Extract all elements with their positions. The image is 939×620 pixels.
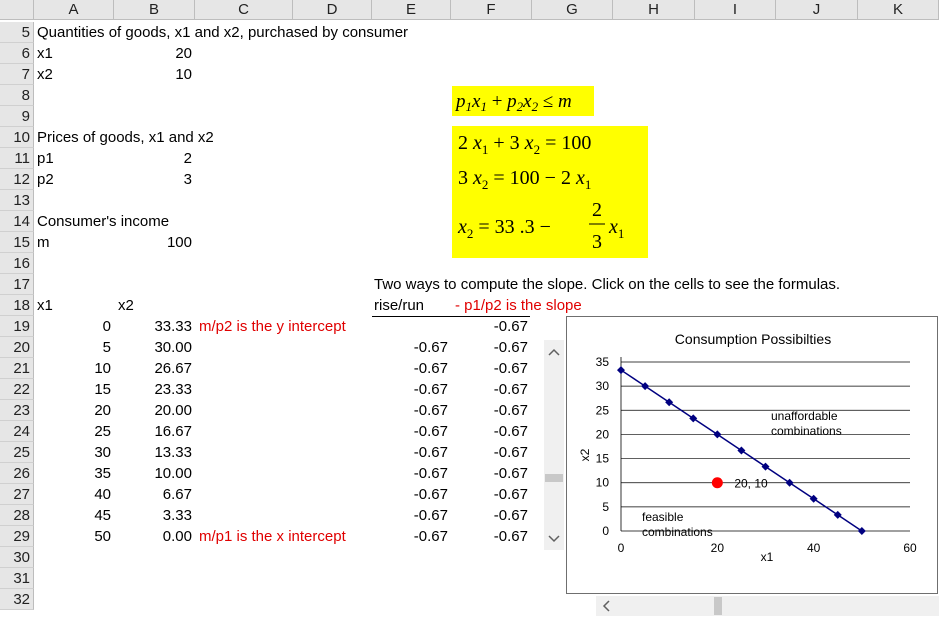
column-header-c[interactable]: C bbox=[195, 0, 293, 20]
data-marker-5 bbox=[641, 382, 649, 390]
cell-rise-run-20[interactable]: -0.67 bbox=[413, 339, 448, 356]
cell-a11[interactable]: p1 bbox=[37, 150, 54, 167]
svg-text:3 x2 = 100 − 2 x1: 3 $x_2 = 100 - 2$ $x_1$ bbox=[458, 167, 592, 192]
cell-e17[interactable]: Two ways to compute the slope. Click on the cells to see the formulas. bbox=[374, 276, 841, 293]
row-header-8[interactable]: 8 bbox=[0, 85, 34, 106]
row-header-22[interactable]: 22 bbox=[0, 379, 34, 400]
chart-y-ticks bbox=[596, 355, 610, 538]
cell-b6[interactable]: 20 bbox=[175, 45, 192, 62]
row-header-25[interactable]: 25 bbox=[0, 442, 34, 463]
horizontal-scrollbar-graphic bbox=[596, 596, 939, 616]
cell-a14[interactable]: Consumer's income bbox=[37, 213, 170, 230]
budget-line-formula bbox=[452, 126, 648, 258]
row-header-15[interactable]: 15 bbox=[0, 232, 34, 253]
column-header-b[interactable]: B bbox=[114, 0, 195, 20]
cell-rise-run-25[interactable]: -0.67 bbox=[413, 444, 448, 461]
cell-b7[interactable]: 10 bbox=[175, 66, 192, 83]
column-header-d[interactable]: D bbox=[293, 0, 372, 20]
cell-slope-29[interactable]: -0.67 bbox=[493, 528, 528, 545]
unaffordable-label-1: unaffordable bbox=[771, 409, 838, 423]
cell-rise-run-23[interactable]: -0.67 bbox=[413, 402, 448, 419]
cell-slope-23[interactable]: -0.67 bbox=[493, 402, 528, 419]
column-header-i[interactable]: I bbox=[695, 0, 776, 20]
row-header-12[interactable]: 12 bbox=[0, 169, 34, 190]
chart-title: Consumption Possibilties bbox=[674, 331, 832, 347]
data-marker-35 bbox=[786, 479, 794, 487]
cell-x1-19[interactable]: 0 bbox=[102, 318, 111, 335]
horizontal-scrollbar[interactable] bbox=[596, 596, 939, 616]
data-marker-50 bbox=[858, 527, 866, 535]
cell-x2-19[interactable]: 33.33 bbox=[154, 318, 192, 335]
x-axis-label: x1 bbox=[760, 550, 774, 564]
row-header-19[interactable]: 19 bbox=[0, 316, 34, 337]
data-marker-15 bbox=[689, 414, 697, 422]
cell-a18[interactable]: x1 bbox=[37, 297, 53, 314]
cell-x1-28[interactable]: 45 bbox=[94, 507, 111, 524]
cell-b15[interactable]: 100 bbox=[166, 234, 192, 251]
row-header-6[interactable]: 6 bbox=[0, 43, 34, 64]
row-header-28[interactable]: 28 bbox=[0, 505, 34, 526]
consumption-possibilities-chart[interactable] bbox=[566, 316, 938, 594]
row-header-13[interactable]: 13 bbox=[0, 190, 34, 211]
cell-slope-22[interactable]: -0.67 bbox=[493, 381, 528, 398]
scroll-down-icon bbox=[549, 536, 559, 541]
y-tick-label-15: 15 bbox=[595, 451, 609, 466]
row-header-10[interactable]: 10 bbox=[0, 127, 34, 148]
row-header-7[interactable]: 7 bbox=[0, 64, 34, 85]
svg-text:3: 3 bbox=[592, 231, 602, 253]
x-tick-label-20: 20 bbox=[710, 541, 725, 555]
unaffordable-label-2: combinations bbox=[771, 424, 842, 438]
column-header-k[interactable]: K bbox=[858, 0, 939, 20]
column-header-h[interactable]: H bbox=[613, 0, 695, 20]
cell-e18[interactable]: rise/run bbox=[374, 297, 425, 314]
row-header-31[interactable]: 31 bbox=[0, 568, 34, 589]
cell-slope-20[interactable]: -0.67 bbox=[493, 339, 528, 356]
data-marker-10 bbox=[665, 398, 673, 406]
column-header-a[interactable]: A bbox=[34, 0, 114, 20]
scroll-left-icon bbox=[604, 601, 609, 611]
data-marker-30 bbox=[762, 463, 770, 471]
cell-a5[interactable]: Quantities of goods, x1 and x2, purchased by consumer bbox=[37, 24, 409, 41]
svg-text:x1: $x_1$ bbox=[609, 216, 625, 241]
cell-b11[interactable]: 2 bbox=[183, 150, 192, 167]
cell-slope-26[interactable]: -0.67 bbox=[493, 465, 528, 482]
cell-b12[interactable]: 3 bbox=[183, 171, 192, 188]
cell-x1-22[interactable]: 15 bbox=[94, 381, 111, 398]
svg-text:p1x1 + p2x2 ≤ m: $p_1x_1 + p_2x_2 \le m$ bbox=[456, 91, 572, 114]
row-header-17[interactable]: 17 bbox=[0, 274, 34, 295]
cell-x2-23[interactable]: 20.00 bbox=[154, 402, 192, 419]
cell-x1-25[interactable]: 30 bbox=[94, 444, 111, 461]
cell-slope-21[interactable]: -0.67 bbox=[493, 360, 528, 377]
budget-constraint-formula bbox=[452, 86, 594, 116]
row-header-18[interactable]: 18 bbox=[0, 295, 34, 316]
row-header-14[interactable]: 14 bbox=[0, 211, 34, 232]
cell-slope-24[interactable]: -0.67 bbox=[493, 423, 528, 440]
chart-plot-area bbox=[567, 317, 937, 593]
cell-x2-22[interactable]: 23.33 bbox=[154, 381, 192, 398]
column-header-e[interactable]: E bbox=[372, 0, 451, 20]
cell-x2-21[interactable]: 26.67 bbox=[154, 360, 192, 377]
cell-x2-28[interactable]: 3.33 bbox=[162, 507, 192, 524]
cell-rise-run-26[interactable]: -0.67 bbox=[413, 465, 448, 482]
cell-x2-20[interactable]: 30.00 bbox=[154, 339, 192, 356]
cell-x2-27[interactable]: 6.67 bbox=[162, 486, 192, 503]
consumption-point-label: 20, 10 bbox=[734, 476, 768, 491]
feasible-label-2: combinations bbox=[642, 525, 713, 539]
cell-a15[interactable]: m bbox=[37, 234, 50, 251]
data-marker-20 bbox=[713, 430, 721, 438]
cell-x1-24[interactable]: 25 bbox=[94, 423, 111, 440]
row-header-5[interactable]: 5 bbox=[0, 22, 34, 43]
cell-b18[interactable]: x2 bbox=[118, 297, 134, 314]
data-marker-25 bbox=[737, 447, 745, 455]
cell-a7[interactable]: x2 bbox=[37, 66, 53, 83]
cell-a12[interactable]: p2 bbox=[37, 171, 54, 188]
cell-a6[interactable]: x1 bbox=[37, 45, 53, 62]
row-header-9[interactable]: 9 bbox=[0, 106, 34, 127]
row-header-11[interactable]: 11 bbox=[0, 148, 34, 169]
y-tick-label-35: 35 bbox=[595, 355, 609, 369]
selected-cell-border bbox=[372, 316, 530, 317]
consumption-point bbox=[712, 477, 723, 488]
y-tick-label-25: 25 bbox=[595, 403, 609, 418]
x-tick-label-60: 60 bbox=[903, 541, 917, 555]
cell-slope-25[interactable]: -0.67 bbox=[493, 444, 528, 461]
column-header-j[interactable]: J bbox=[776, 0, 858, 20]
cell-x1-27[interactable]: 40 bbox=[94, 486, 111, 503]
cell-rise-run-27[interactable]: -0.67 bbox=[413, 486, 448, 503]
cell-x1-20[interactable]: 5 bbox=[102, 339, 111, 356]
vertical-scrollbar[interactable] bbox=[544, 340, 564, 550]
x-tick-label-0: 0 bbox=[617, 541, 625, 555]
vertical-scroll-thumb bbox=[545, 474, 563, 482]
y-tick-label-20: 20 bbox=[595, 427, 609, 442]
feasible-label-1: feasible bbox=[642, 510, 684, 524]
y-axis-label: x2 bbox=[578, 448, 592, 462]
row-header-21[interactable]: 21 bbox=[0, 358, 34, 379]
budget-line-equations[interactable] bbox=[452, 126, 648, 258]
row-header-32[interactable]: 32 bbox=[0, 589, 34, 610]
data-marker-45 bbox=[834, 511, 842, 519]
column-header-f[interactable]: F bbox=[451, 0, 532, 20]
row-header-16[interactable]: 16 bbox=[0, 253, 34, 274]
cell-rise-run-29[interactable]: -0.67 bbox=[413, 528, 448, 545]
row-header-24[interactable]: 24 bbox=[0, 421, 34, 442]
cell-x1-29[interactable]: 50 bbox=[94, 528, 111, 545]
cell-x1-26[interactable]: 35 bbox=[94, 465, 111, 482]
svg-text:x2 = 33 .3 −: $x_2 = 33$ .3 − bbox=[458, 216, 551, 241]
cell-rise-run-21[interactable]: -0.67 bbox=[413, 360, 448, 377]
cell-x2-26[interactable]: 10.00 bbox=[154, 465, 192, 482]
x-tick-label-40: 40 bbox=[806, 541, 821, 555]
scroll-up-icon bbox=[549, 350, 559, 355]
column-header-g[interactable]: G bbox=[532, 0, 613, 20]
budget-constraint-equation[interactable] bbox=[452, 86, 594, 116]
chart-gridlines bbox=[621, 357, 910, 531]
cell-slope-28[interactable]: -0.67 bbox=[493, 507, 528, 524]
cell-slope-27[interactable]: -0.67 bbox=[493, 486, 528, 503]
cell-x1-23[interactable]: 20 bbox=[94, 402, 111, 419]
cell-a10[interactable]: Prices of goods, x1 and x2 bbox=[37, 129, 214, 146]
y-tick-label-0: 0 bbox=[602, 524, 609, 538]
row-header-20[interactable]: 20 bbox=[0, 337, 34, 358]
y-tick-label-5: 5 bbox=[602, 499, 609, 514]
data-marker-40 bbox=[810, 495, 818, 503]
svg-text:2 x1 + 3 x2 = 100: 2 $x_1 + 3$ $x_2 = 100$ bbox=[458, 132, 592, 157]
row-header-26[interactable]: 26 bbox=[0, 463, 34, 484]
cell-x2-24[interactable]: 16.67 bbox=[154, 423, 192, 440]
y-tick-label-10: 10 bbox=[595, 475, 609, 490]
cell-slope-19[interactable]: -0.67 bbox=[493, 318, 528, 335]
cell-x2-29[interactable]: 0.00 bbox=[162, 528, 192, 545]
select-all-corner[interactable] bbox=[0, 0, 34, 20]
cell-rise-run-22[interactable]: -0.67 bbox=[413, 381, 448, 398]
cell-rise-run-24[interactable]: -0.67 bbox=[413, 423, 448, 440]
cell-rise-run-19[interactable] bbox=[378, 316, 448, 337]
row-header-27[interactable]: 27 bbox=[0, 484, 34, 505]
cell-x1-21[interactable]: 10 bbox=[94, 360, 111, 377]
cell-c19[interactable]: m/p2 is the y intercept bbox=[199, 318, 346, 335]
vertical-scrollbar-graphic bbox=[544, 340, 564, 550]
svg-text:2: 2 bbox=[592, 199, 602, 221]
cell-rise-run-28[interactable]: -0.67 bbox=[413, 507, 448, 524]
cell-c29[interactable]: m/p1 is the x intercept bbox=[199, 528, 346, 545]
row-header-23[interactable]: 23 bbox=[0, 400, 34, 421]
y-tick-label-30: 30 bbox=[595, 379, 609, 394]
horizontal-scroll-thumb bbox=[714, 597, 722, 615]
row-header-30[interactable]: 30 bbox=[0, 547, 34, 568]
data-marker-0 bbox=[617, 366, 625, 374]
row-header-29[interactable]: 29 bbox=[0, 526, 34, 547]
cell-x2-25[interactable]: 13.33 bbox=[154, 444, 192, 461]
cell-f18[interactable]: - p1/p2 is the slope bbox=[455, 297, 582, 314]
